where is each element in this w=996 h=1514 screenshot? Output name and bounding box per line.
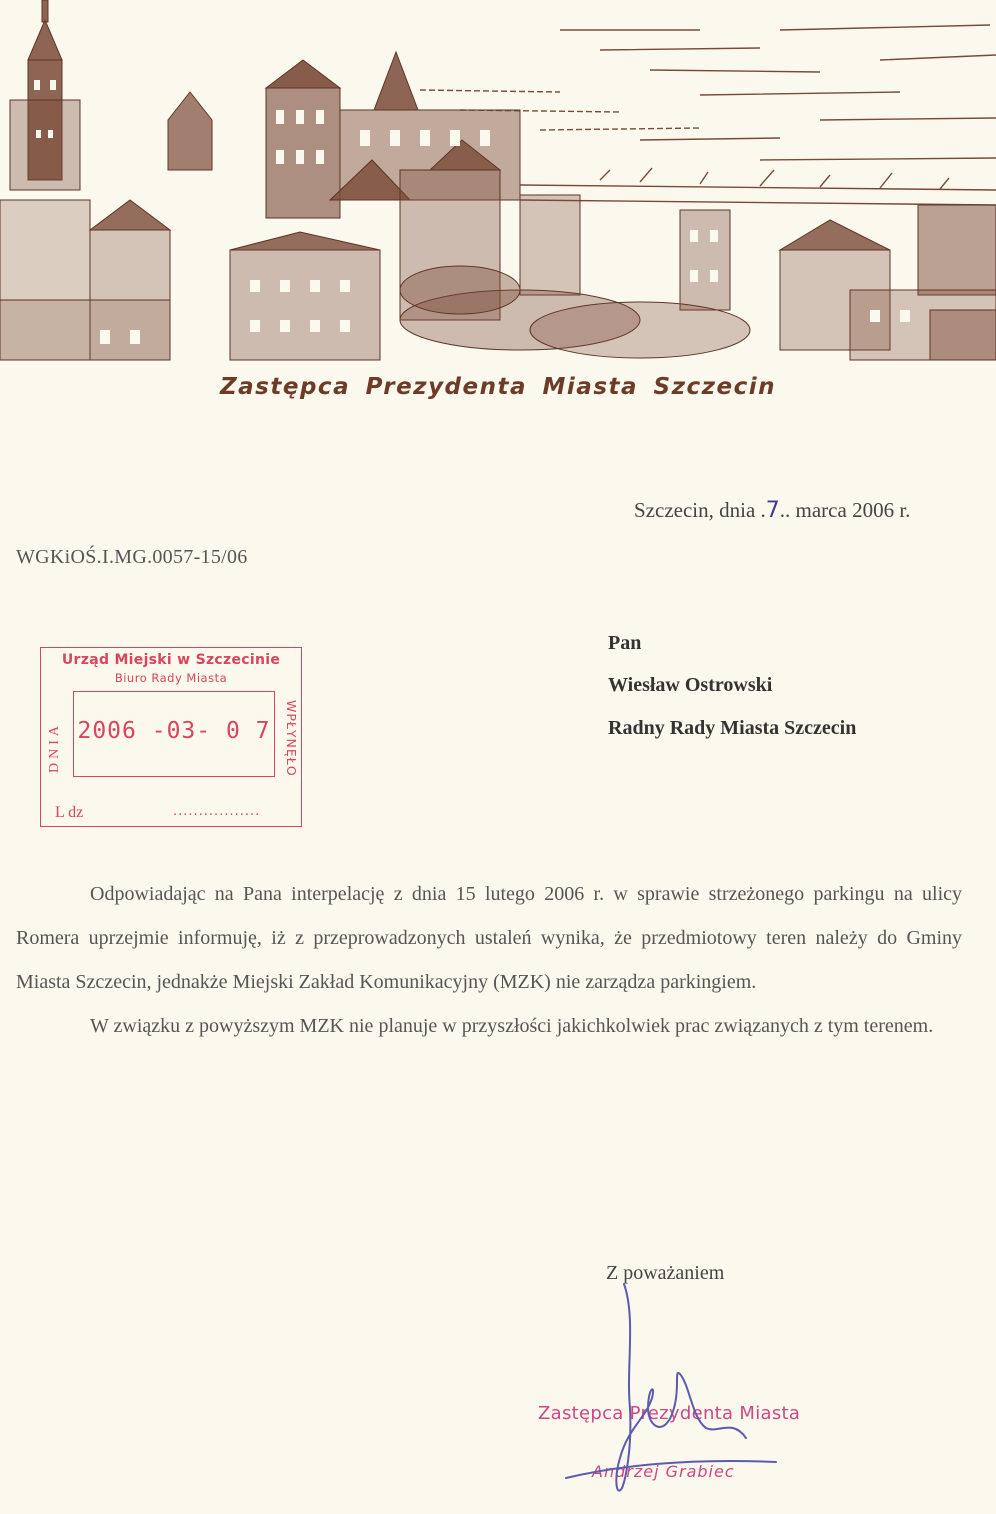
- date-day-handwritten: 7: [765, 498, 780, 523]
- stamp-registry-label: L dz: [55, 804, 84, 821]
- letter-body: [16, 872, 962, 1048]
- stamp-label-right: WPŁYNĘŁO: [284, 699, 299, 777]
- stamp-date-box: [73, 691, 275, 777]
- letter-date: [634, 498, 910, 523]
- reference-number: WGKiOŚ.I.MG.0057-15/06: [16, 546, 248, 568]
- registration-stamp: [40, 647, 302, 827]
- date-prefix: Szczecin, dnia .: [634, 498, 766, 522]
- letterhead-title: Zastępca Prezydenta Miasta Szczecin: [219, 374, 776, 400]
- stamp-department: Biuro Rady Miasta: [114, 671, 228, 685]
- date-suffix: .. marca 2006 r.: [779, 498, 911, 522]
- signatory-name-stamp: Andrzej Grabiec: [592, 1462, 735, 1481]
- stamp-registry-value: .................: [173, 804, 261, 819]
- body-paragraph: Odpowiadając na Pana interpelację z dnia 15 lutego 2006 r. w sprawie strzeżonego parkingu na ulicy Romera uprzejmie informuję, iż z przeprowadzonych ustaleń wynika, że przedmiotowy teren należy do Gminy Miasta Szczecin, jednakże Miejski Zakład Komunikacyjny (MZK) nie zarządza parkingiem.: [16, 883, 962, 993]
- recipient-position: Radny Rady Miasta Szczecin: [608, 717, 857, 739]
- closing-formula: Z poważaniem: [606, 1262, 725, 1284]
- body-paragraph: W związku z powyższym MZK nie planuje w przyszłości jakichkolwiek prac związanych z tym terenem.: [90, 1015, 934, 1037]
- recipient-salutation: Pan: [608, 632, 642, 654]
- recipient-name: Wiesław Ostrowski: [608, 674, 773, 696]
- handwritten-signature: [556, 1278, 796, 1508]
- stamp-label-left: DNIA: [47, 722, 62, 774]
- stamp-date: 2006 -03- 0 7: [77, 718, 271, 744]
- stamp-office: Urząd Miejski w Szczecinie: [61, 652, 281, 668]
- szczecin-skyline-engraving: [0, 0, 996, 370]
- signatory-title-stamp: Zastępca Prezydenta Miasta: [538, 1403, 801, 1424]
